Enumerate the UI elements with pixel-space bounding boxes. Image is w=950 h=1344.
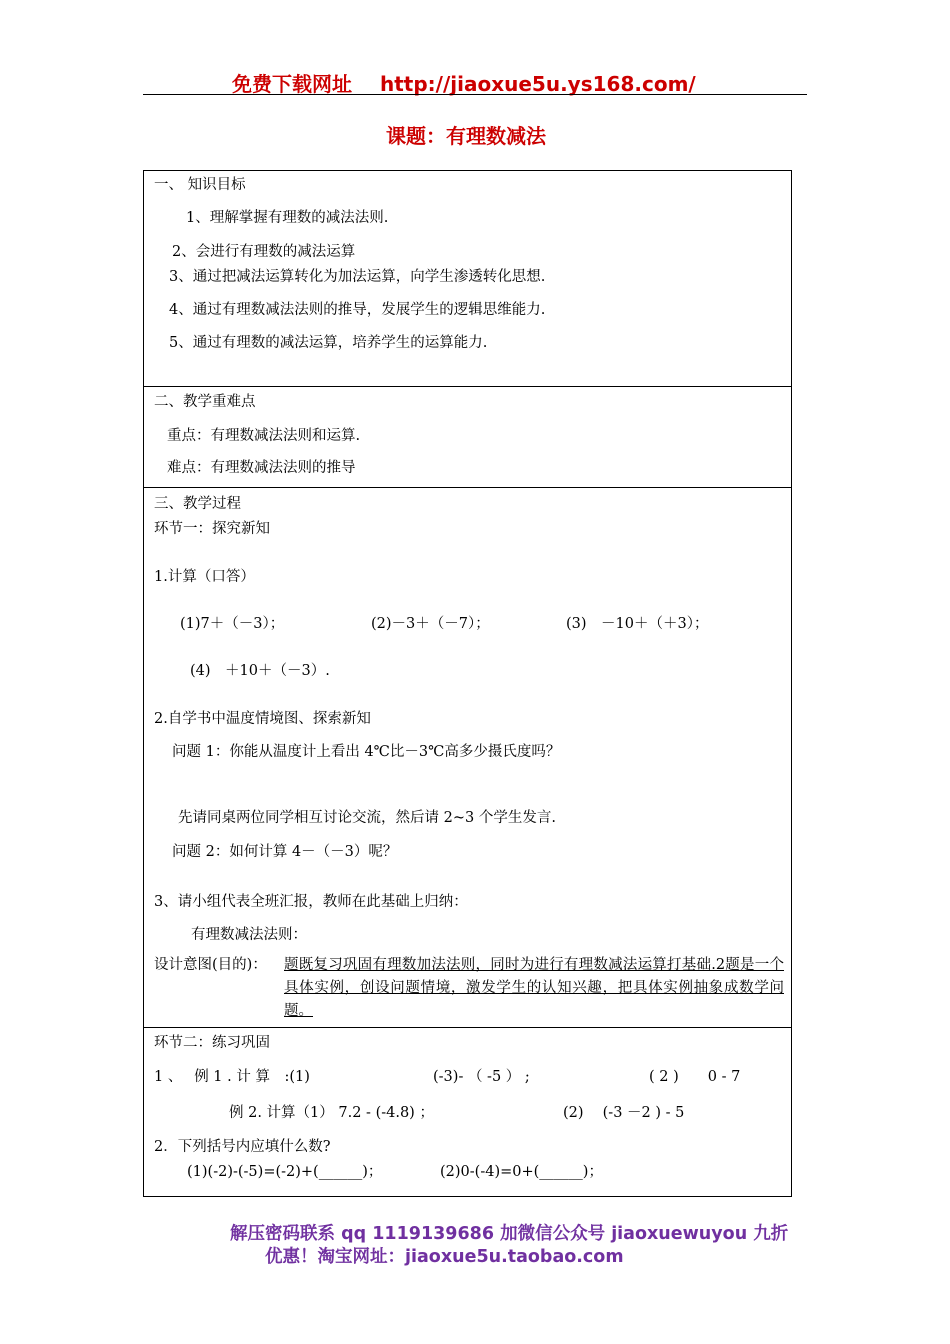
fill-question: 2．下列括号内应填什么数?: [154, 1139, 331, 1155]
objective-1: 1、理解掌握有理数的减法法则.: [186, 210, 389, 226]
example1-part2: ( 2 ) 0 - 7: [649, 1069, 741, 1085]
section2-heading: 二、教学重难点: [154, 394, 256, 410]
row-divider-2: [143, 487, 792, 488]
question-1: 1.计算（口答）: [154, 569, 255, 585]
objective-2: 2、会进行有理数的减法运算: [172, 244, 356, 260]
calc-4: (4) ＋10＋（－3）.: [190, 663, 330, 679]
stage1-heading: 环节一：探究新知: [154, 521, 270, 537]
footer-line-1: 解压密码联系 qq 1119139686 加微信公众号 jiaoxuewuyou 九折: [230, 1224, 789, 1244]
row-divider-3: [143, 1027, 792, 1028]
fill-item-2: (2)0-(-4)=0+(______)；: [440, 1164, 603, 1180]
question-3: 3、请小组代表全班汇报，教师在此基础上归纳：: [154, 894, 468, 910]
difficult-point: 难点：有理数减法法则的推导: [167, 460, 356, 476]
objective-4: 4、通过有理数减法法则的推导，发展学生的逻辑思维能力.: [169, 302, 546, 318]
header-rule: [143, 94, 807, 95]
question-2: 2.自学书中温度情境图、探索新知: [154, 711, 371, 727]
design-text: 题既复习巩固有理数加法法则，同时为进行有理数减法运算打基础.2题是一个具体实例，创设问题情境，激发学生的认知兴趣，把具体实例抽象成数学问题。: [284, 957, 784, 1019]
site-header: [232, 68, 696, 97]
example1-label: 1 、 例 1 . 计 算 :(1): [154, 1069, 310, 1085]
example2-part2: (2) (-3 －2 ) - 5: [563, 1105, 685, 1121]
calc-2: (2)－3＋（－7）；: [371, 616, 490, 632]
calc-1: (1)7＋（－3）；: [180, 616, 285, 632]
rule-heading: 有理数减法法则：: [191, 927, 307, 943]
header-label: 免费下载网址: [232, 72, 352, 96]
key-point: 重点：有理数减法法则和运算.: [167, 428, 361, 444]
problem-2: 问题 2：如何计算 4－（－3）呢？: [172, 844, 398, 860]
example2-part1: 例 2. 计算（1） 7.2 - (-4.8) ；: [229, 1105, 434, 1121]
footer-line-2: 优惠！淘宝网址：jiaoxue5u.taobao.com: [265, 1247, 624, 1267]
objective-3: 3、通过把减法运算转化为加法运算，向学生渗透转化思想.: [169, 269, 546, 285]
problem-1: 问题 1：你能从温度计上看出 4℃比－3℃高多少摄氏度吗？: [172, 744, 561, 760]
stage2-heading: 环节二：练习巩固: [154, 1035, 270, 1051]
header-url-link[interactable]: http://jiaoxue5u.ys168.com/: [380, 72, 696, 96]
discussion-note: 先请同桌两位同学相互讨论交流，然后请 2~3 个学生发言.: [178, 810, 556, 826]
section3-heading: 三、教学过程: [154, 496, 241, 512]
calc-3: (3) －10＋（＋3）；: [566, 616, 709, 632]
row-divider-1: [143, 386, 792, 387]
design-label: 设计意图(目的)：: [154, 957, 267, 973]
page-title: 课题：有理数减法: [386, 124, 546, 148]
fill-item-1: (1)(-2)-(-5)=(-2)+(______)；: [187, 1164, 383, 1180]
example1-part1: (-3)- （ -5 ） ;: [433, 1069, 530, 1085]
objective-5: 5、通过有理数的减法运算，培养学生的运算能力.: [169, 335, 488, 351]
section1-heading: 一、 知识目标: [154, 177, 246, 193]
